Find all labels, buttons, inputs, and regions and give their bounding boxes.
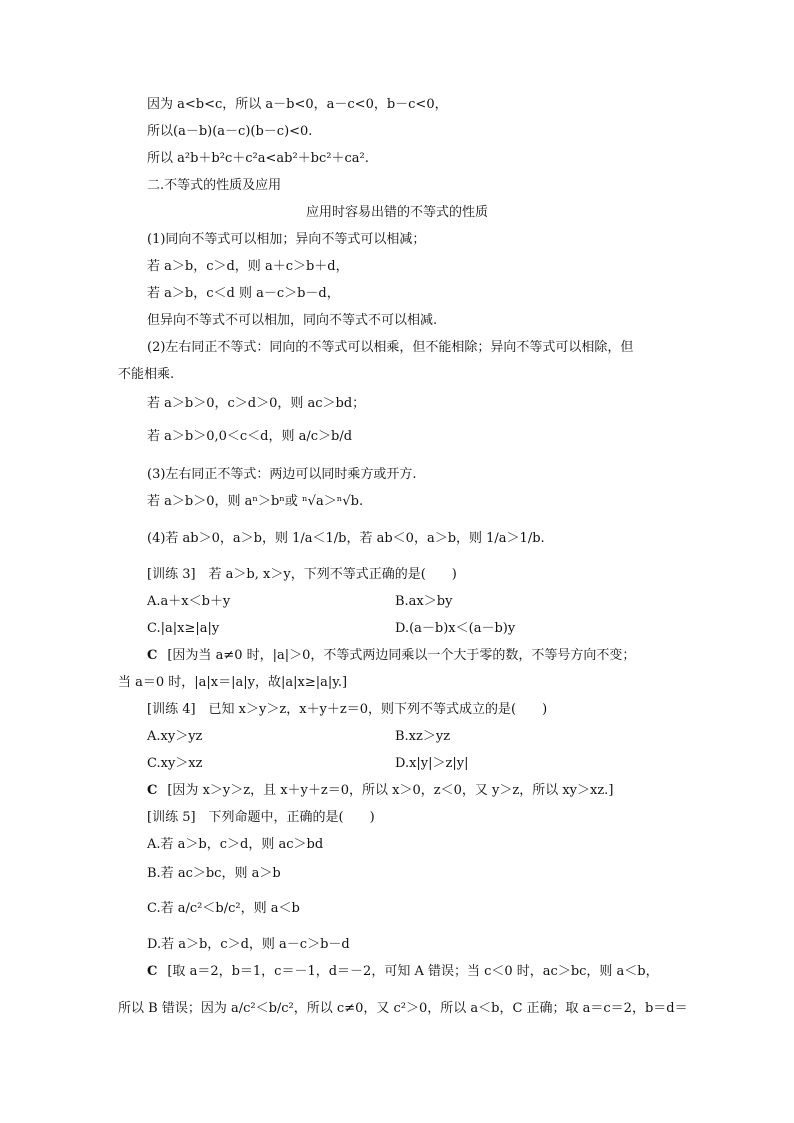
answer-explanation: [取 a＝2，b＝1，c＝－1，d＝－2，可知 A 错误；当 c＜0 时，ac＞bc，则 a＜b，	[167, 964, 659, 979]
exercise-4-question: [训练 4] 已知 x＞y＞z，x＋y＋z＝0，则下列不等式成立的是( )	[147, 702, 548, 717]
exercise-5-option-d: D.若 a＞b，c＞d，则 a－c＞b－d	[147, 937, 350, 952]
exercise-3-option-b: B.ax＞by	[395, 594, 453, 609]
exercise-3-answer	[147, 647, 635, 665]
property-4: (4)若 ab＞0，a＞b，则 1/a＜1/b，若 ab＜0，a＞b，则 1/a＞1/b.	[147, 531, 545, 546]
exercise-4-answer	[147, 782, 613, 800]
exercise-5-option-b: B.若 ac＞bc，则 a＞b	[147, 866, 281, 881]
answer-letter: C	[147, 783, 158, 798]
property-3: (3)左右同正不等式：两边可以同时乘方或开方.	[147, 467, 417, 482]
exercise-3-option-c: C.|a|x≥|a|y	[147, 621, 220, 636]
answer-explanation: [因为 x＞y＞z，且 x＋y＋z＝0，所以 x＞0，z＜0，又 y＞z，所以 xy＞xz.]	[167, 783, 614, 798]
exercise-5-question: [训练 5] 下列命题中，正确的是( )	[147, 810, 375, 825]
exercise-3-option-a: A.a＋x＜b＋y	[147, 594, 231, 609]
property-3-example: 若 a＞b＞0，则 aⁿ＞bⁿ或 ⁿ√a＞ⁿ√b.	[147, 494, 364, 509]
exercise-4-option-a: A.xy＞yz	[147, 729, 203, 744]
exercise-3-question: [训练 3] 若 a＞b, x＞y，下列不等式正确的是( )	[147, 567, 457, 582]
property-2-cont: 不能相乘.	[118, 367, 175, 382]
proof-line-1: 因为 a<b<c，所以 a－b<0，a－c<0，b－c<0，	[147, 97, 448, 112]
proof-line-3: 所以 a²b＋b²c＋c²a<ab²＋bc²＋ca².	[147, 151, 369, 166]
property-2-example-1: 若 a＞b＞0，c＞d＞0，则 ac＞bd；	[147, 396, 366, 411]
exercise-4-option-d: D.x|y|＞z|y|	[395, 756, 469, 771]
exercise-4-option-b: B.xz＞yz	[395, 729, 451, 744]
property-1-note: 但异向不等式不可以相加，同向不等式不可以相减.	[147, 313, 438, 328]
property-2-example-2: 若 a＞b＞0,0＜c＜d，则 a/c＞b/d	[147, 429, 353, 444]
property-1: (1)同向不等式可以相加；异向不等式可以相减；	[147, 232, 426, 247]
property-1-example-1: 若 a＞b，c＞d，则 a＋c＞b＋d，	[147, 259, 349, 274]
answer-letter: C	[147, 964, 158, 979]
exercise-5-option-c: C.若 a/c²＜b/c²，则 a＜b	[147, 901, 300, 916]
proof-line-2: 所以(a－b)(a－c)(b－c)<0.	[147, 124, 313, 139]
section-heading: 二.不等式的性质及应用	[147, 178, 282, 193]
exercise-3-option-d: D.(a－b)x＜(a－b)y	[395, 621, 516, 636]
exercise-4-option-c: C.xy＞xz	[147, 756, 203, 771]
property-1-example-2: 若 a＞b，c＜d 则 a－c＞b－d，	[147, 286, 340, 301]
exercise-5-answer	[147, 963, 659, 981]
property-2: (2)左右同正不等式：同向的不等式可以相乘，但不能相除；异向不等式可以相除，但	[147, 340, 634, 355]
answer-letter: C	[147, 648, 158, 663]
subsection-title: 应用时容易出错的不等式的性质	[305, 205, 488, 220]
exercise-5-answer-cont: 所以 B 错误；因为 a/c²＜b/c²，所以 c≠0，又 c²＞0，所以 a＜b，C 正确；取 a＝c＝2，b＝d＝	[118, 1001, 688, 1016]
exercise-3-answer-cont: 当 a＝0 时，|a|x＝|a|y，故|a|x≥|a|y.]	[118, 675, 348, 690]
answer-explanation: [因为当 a≠0 时，|a|＞0，不等式两边同乘以一个大于零的数，不等号方向不变；	[167, 648, 636, 663]
exercise-5-option-a: A.若 a＞b，c＞d，则 ac＞bd	[147, 837, 324, 852]
